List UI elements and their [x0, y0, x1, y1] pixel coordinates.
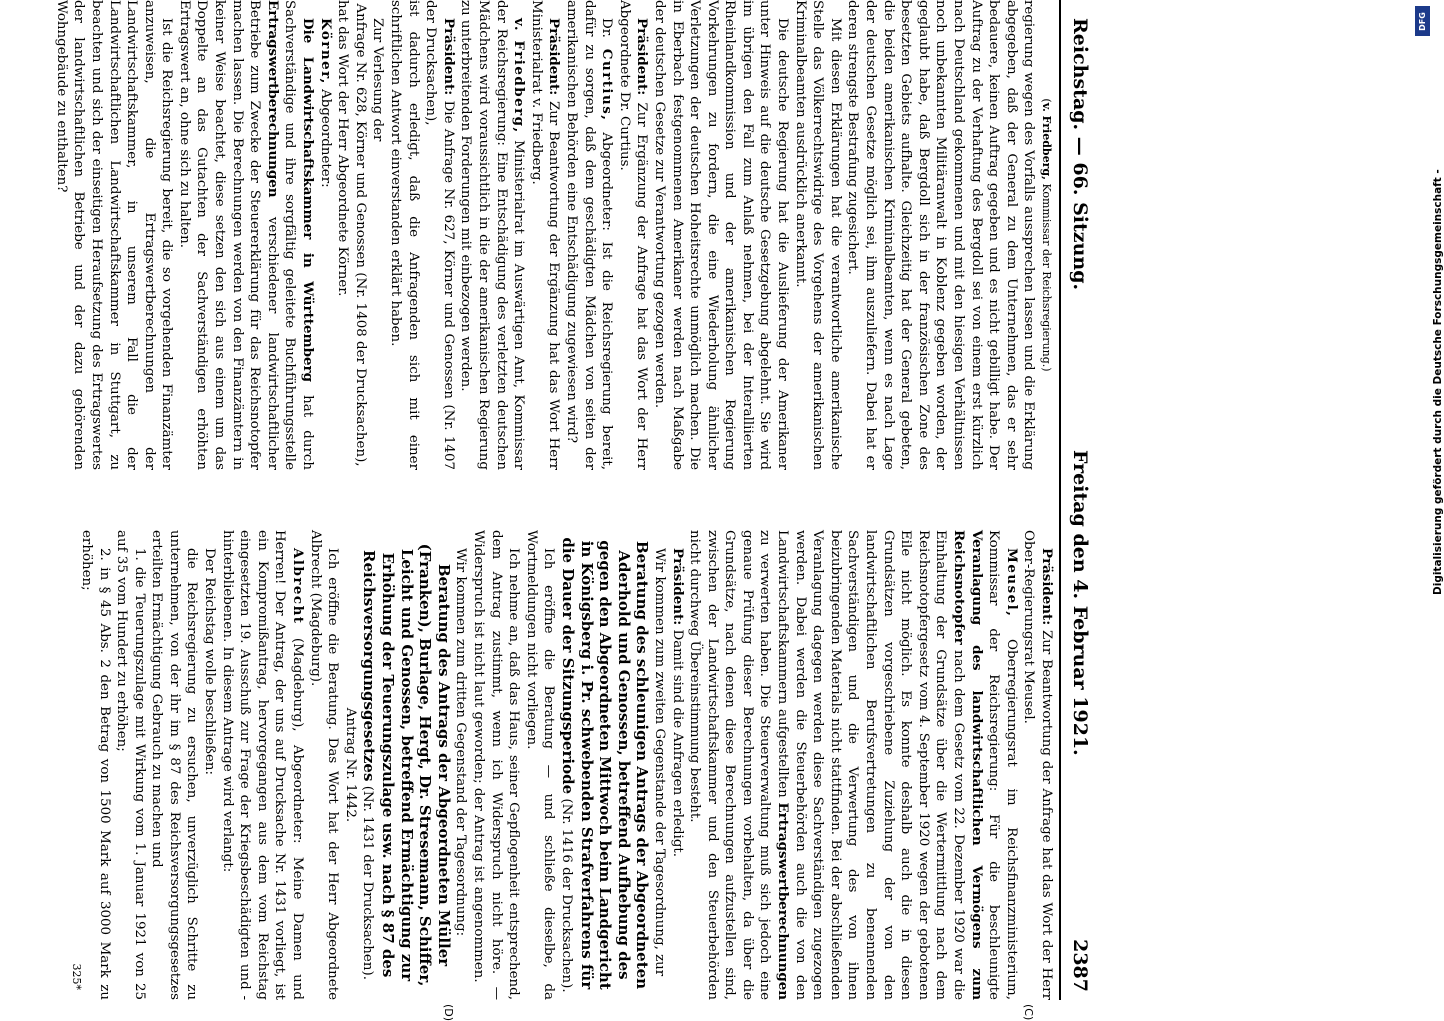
- paragraph: Die deutsche Regierung hat die Auslieferung der Amerikaner unter Hinweis auf die deutsche Gesetzgebung abgelehnt. Sie wird im übrigen den Fall zum Anlaß nehmen, bei der Interalliierten Rheinlandkommission und der amerikanischen Regierung Vorkehrungen zu fordern, die eine Wiederholung ähnlicher Verletzungen der deutschen Hoheitsrechte unmöglich machen. Die in Eberbach festgenommenen Amerikaner werden nach Maßgabe der deutschen Gesetze zur Verantwortung gezogen werden.: [651, 0, 791, 470]
- paragraph: 2. in § 45 Abs. 2 den Betrag von 1500 Mark auf 3000 Mark zu erhöhen;: [78, 530, 112, 1000]
- paragraph: Präsident: Zur Beantwortung der Ergänzung hat das Wort Herr Ministerialrat v. Friedberg.: [528, 0, 563, 470]
- paragraph: Ich eröffne die Beratung. Das Wort hat der Herr Abgeordnete Albrecht (Magdeburg).: [307, 530, 341, 1000]
- digitization-note: Digitalisierung gefördert durch die Deutsche Forschungsgemeinschaft -: [1432, 169, 1444, 595]
- paragraph: Dr. Curtius, Abgeordneter: Ist die Reichsregierung bereit, dafür zu sorgen, daß dem geschädigten Mädchen von seiten der amerikanischen Behörden eine Entschädigung zugewiesen wird?: [563, 0, 616, 471]
- paragraph: die Reichsregierung zu ersuchen, unverzüglich Schritte zu unternehmen, von der ihr im § 87 des Reichsversorgungsgesetzes erteilten Ermächtigung Gebrauch zu machen und: [149, 530, 200, 1000]
- paragraph: Anfrage Nr. 628, Körner und Genossen (Nr. 1408 der Drucksachen),: [352, 3, 368, 467]
- margin-letter-d: (D): [442, 1004, 455, 1021]
- paragraph: Körner, Abgeordneter:: [317, 18, 334, 188]
- paragraph: Ich eröffne die Beratung — und schließe dieselbe, da Wortmeldungen nicht vorliegen.: [523, 530, 557, 1000]
- agenda-item: Beratung des schleunigen Antrags der Abgeordneten Aderhold und Genossen, betreffend Aufhebung des gegen den Abgeordneten Mittwoch beim Landgericht in Königsberg i. Pr. schwebenden Strafverfahrens für die Dauer der Sitzungsperiode (Nr. 1416 der Drucksachen).: [558, 537, 652, 993]
- footer-marker: 325*: [69, 963, 83, 990]
- left-column: [52, 0, 1055, 470]
- paragraph: regierung wegen des Vorfalls aussprechen lassen und die Erklärung abgegeben, daß der General zu dem Unternehmen, das er sehr bedauere, keinen Auftrag gegeben und es nicht gebilligt habe. Der Auftrag zu der Verhaftung des Bergdoll sei von einem erst kürzlich nach Deutschland gekommenen und mit den hiesigen Verhältnissen noch unbekannten Militäranwalt in Koblenz gegeben worden, der geglaubt habe, daß Bergdoll sich in der französischen Zone des besetzten Gebiets aufhalte. Gleichzeitig hat der General gebeten, die beiden amerikanischen Kriminalbeamten, wenn es nach Lage der deutschen Gesetze möglich sei, ihm auszuliefern. Dabei hat er deren strengste Bestrafung zugesichert.: [845, 0, 1037, 470]
- document-page: [50, 0, 1095, 1021]
- dfg-logo: DFG: [1415, 6, 1430, 36]
- digitization-stamp: [1402, 0, 1444, 1000]
- page-number: 2387: [1069, 939, 1091, 992]
- header-session: Reichstag. — 66. Sitzung.: [1069, 18, 1091, 291]
- paragraph: Ist die Reichsregierung bereit, die so vorgehenden Finanzämter anzuweisen, die Ertragswertberechnungen der Landwirtschaftskammer, in unserem Fall die der Landwirtschaftlichen Landwirtschaftskammer in Stuttgart, zu beachten und sich der einseitigen Heraufsetzung des Ertragswertes der landwirtschaftlichen Betriebe und der dazu gehörenden Wohngebäude zu enthalten?: [53, 0, 175, 470]
- paragraph: Mit diesen Erklärungen hat die verantwortliche amerikanische Stelle das Völkerrechtswidrige des Vorgehens der amerikanischen Kriminalbeamten ausdrücklich anerkannt.: [792, 0, 843, 470]
- paragraph: Wir kommen zum zweiten Gegenstande der Tagesordnung, zur: [651, 548, 667, 977]
- margin-letter-c: (C): [1022, 1004, 1035, 1021]
- paragraph: Albrecht (Magdeburg), Abgeordneter: Meine Damen und Herren! Der Antrag, der uns auf Drucksache Nr. 1431 vorliegt, ist ein Kompromißantrag, hervorgegangen aus dem vom Reichstag eingesetzten 19. Ausschuß zur Frage der Kriegsbeschädigten und -hinterbliebenen. In diesem Antrage wird verlangt:: [219, 530, 307, 1000]
- paragraph: Antrag Nr. 1442.: [342, 707, 358, 823]
- page-header: [1059, 0, 1095, 1000]
- paragraph: ist dadurch erledigt, daß die Anfragenden sich mit einer schriftlichen Antwort einverstanden erklärt haben.: [388, 0, 421, 470]
- paragraph: v. Friedberg, Ministerialrat im Auswärtigen Amt, Kommissar der Reichsregierung: Eine Entschädigung des verletzten deutschen Mädchens wird voraussichtlich in die der amerikanischen Regierung zu unterbreitenden Forderungen mit einbezogen werden.: [458, 0, 528, 470]
- agenda-item: Beratung des Antrags der Abgeordneten Müller (Franken), Burlage, Hergt, Dr. Stresemann, Schiffer, Leicht und Genossen, betreffend Ermächtigung zur Erhöhung der Teuerungszulage usw. nach § 87 des Reichsversorgungsgesetzes (Nr. 1431 der Drucksachen).: [360, 543, 453, 987]
- right-column: [69, 530, 1055, 1001]
- paragraph: hat das Wort der Herr Abgeordnete Körner.: [335, 0, 351, 297]
- paragraph: Wir kommen zum dritten Gegenstand der Tagesordnung:: [453, 548, 469, 937]
- paragraph: Präsident: Zur Beantwortung der Anfrage hat das Wort der Herr Ober-Regierungsrat Meusel.: [1021, 530, 1055, 1000]
- paragraph: Die Landwirtschaftskammer in Württemberg hat durch Sachverständige und ihre sorgfältig geleitete Buchführungsstelle Ertragswertberechnungen verschiedener landwirtschaftlicher Betriebe zum Zwecke der Steuererklärung für das Reichsnotopfer machen lassen. Die Berechnungen werden von den Finanzämtern in keiner Weise beachtet, diese setzen den sich aus einem um das Doppelte an das Gutachten der Sachverständigen erhöhten Ertragswert an, ohne sich zu halten.: [176, 0, 317, 471]
- paragraph: Präsident: Zur Ergänzung der Anfrage hat das Wort der Herr Abgeordnete Dr. Curtius.: [616, 0, 651, 470]
- paragraph: Meusel, Oberregierungsrat im Reichsfinanzministerium, Kommissar der Reichsregierung: Für die beschleunigte Veranlagung des landwirtschaftlichen Vermögens zum Reichsnotopfer nach dem Gesetz vom 22. Dezember 1920 war die Einhaltung der Grundsätze über die Wertermittlung nach dem Reichsnotopfergesetz vom 4. September 1920 wegen der gebotenen Eile nicht möglich. Es konnte deshalb auch die in diesen Grundsätzen vorgeschriebene Zuziehung der von den landwirtschaftlichen Berufsvertretungen zu benennenden Sachverständigen und die Verwertung des von ihnen beizubringenden Materials nicht stattfinden. Bei der abschließenden Veranlagung dagegen werden diese Sachverständigen zugezogen werden. Dabei werden die Steuerbehörden auch die von den Landwirtschaftskammern aufgestellten Ertragswertberechnungen zu verwerten haben. Die Steuerverwaltung muß sich jedoch eine genaue Prüfung dieser Berechnungen vorbehalten, da über die Grundsätze, nach denen diese Berechnungen aufzustellen sind, zwischen der Landwirtschaftskammer und den Steuerbehörden nicht durchweg Übereinstimmung besteht.: [687, 530, 1020, 1001]
- paragraph: Präsident: Die Anfrage Nr. 627, Körner und Genossen (Nr. 1407 der Drucksachen),: [423, 0, 457, 470]
- paragraph: Der Reichstag wolle beschließen:: [202, 548, 218, 776]
- paragraph: Präsident: Damit sind die Anfragen erledigt.: [669, 548, 686, 858]
- paragraph: 1. die Teuerungszulage mit Wirkung vom 1. Januar 1921 von 25 auf 35 vom Hundert zu erhöhen;: [114, 530, 147, 1000]
- paragraph: Ich nehme an, daß das Haus, seiner Gepflogenheit entsprechend, dem Antrag zustimmt, wenn ich Widerspruch nicht höre. — Widerspruch ist nicht laut geworden; der Antrag ist angenommen.: [471, 530, 522, 1000]
- paragraph: Zur Verlesung der: [370, 18, 386, 142]
- header-date: Freitag den 4. Februar 1921.: [1069, 450, 1091, 756]
- speaker-intro: (v. Friedberg, Kommissar der Reichsregierung.): [1040, 98, 1053, 372]
